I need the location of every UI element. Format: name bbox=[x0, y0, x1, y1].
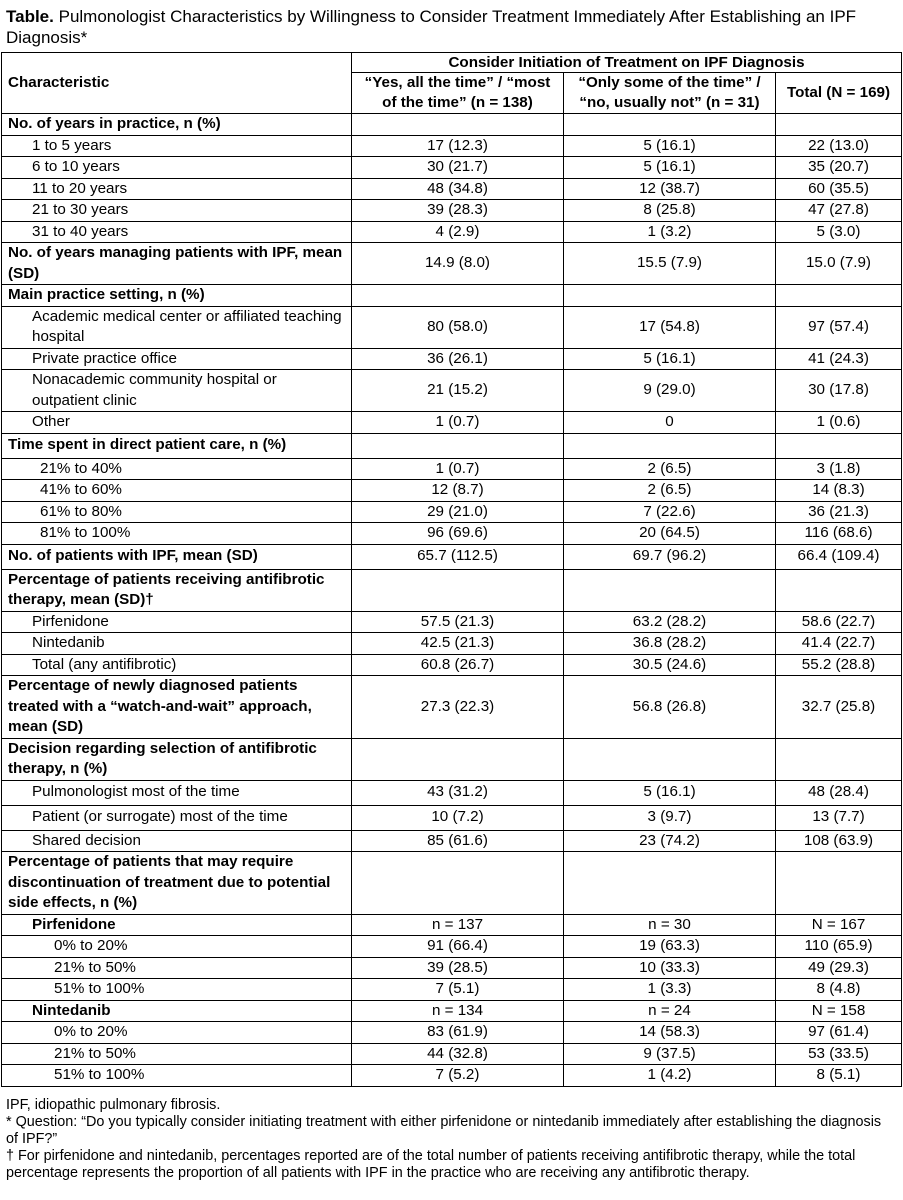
cell-total: 53 (33.5) bbox=[776, 1043, 902, 1065]
row-label: Percentage of newly diagnosed patients treated with a “watch-and-wait” approach, mean (SD) bbox=[2, 676, 352, 739]
cell-yes: 48 (34.8) bbox=[352, 178, 564, 200]
cell-total: N = 167 bbox=[776, 914, 902, 936]
cell-no: 2 (6.5) bbox=[564, 458, 776, 480]
table-row bbox=[2, 1000, 902, 1022]
cell-no: 9 (29.0) bbox=[564, 370, 776, 412]
cell-no: 5 (16.1) bbox=[564, 780, 776, 805]
cell-total: 97 (57.4) bbox=[776, 306, 902, 348]
cell-yes: 1 (0.7) bbox=[352, 412, 564, 434]
table-row bbox=[2, 370, 902, 412]
cell-no: n = 30 bbox=[564, 914, 776, 936]
header-row-group bbox=[2, 53, 902, 73]
header-col-no: “Only some of the time” / “no, usually not” (n = 31) bbox=[564, 73, 776, 114]
cell-total: 13 (7.7) bbox=[776, 805, 902, 830]
row-label: 21 to 30 years bbox=[2, 200, 352, 222]
row-label: 21% to 50% bbox=[2, 957, 352, 979]
cell-yes: 85 (61.6) bbox=[352, 830, 564, 852]
row-label: Percentage of patients that may require discontinuation of treatment due to potential side effects, n (%) bbox=[2, 852, 352, 915]
cell-total: 66.4 (109.4) bbox=[776, 544, 902, 569]
cell-no: 14 (58.3) bbox=[564, 1022, 776, 1044]
cell-no: 36.8 (28.2) bbox=[564, 633, 776, 655]
cell-yes: 17 (12.3) bbox=[352, 135, 564, 157]
table-row bbox=[2, 805, 902, 830]
footnote-abbrev: IPF, idiopathic pulmonary fibrosis. bbox=[6, 1097, 221, 1113]
table-caption bbox=[6, 6, 896, 48]
cell-total: 58.6 (22.7) bbox=[776, 611, 902, 633]
row-label: 31 to 40 years bbox=[2, 221, 352, 243]
row-label: Nintedanib bbox=[2, 1000, 352, 1022]
table-row bbox=[2, 306, 902, 348]
cell-yes: 4 (2.9) bbox=[352, 221, 564, 243]
cell-no: n = 24 bbox=[564, 1000, 776, 1022]
row-label: Pirfenidone bbox=[2, 914, 352, 936]
cell-total: 36 (21.3) bbox=[776, 501, 902, 523]
table-row bbox=[2, 852, 902, 915]
cell-no: 17 (54.8) bbox=[564, 306, 776, 348]
table-row bbox=[2, 243, 902, 285]
table-row bbox=[2, 914, 902, 936]
cell-total: 3 (1.8) bbox=[776, 458, 902, 480]
row-label: Private practice office bbox=[2, 348, 352, 370]
cell-yes: 27.3 (22.3) bbox=[352, 676, 564, 739]
cell-no: 1 (4.2) bbox=[564, 1065, 776, 1087]
cell-no: 63.2 (28.2) bbox=[564, 611, 776, 633]
cell-no: 7 (22.6) bbox=[564, 501, 776, 523]
cell-yes: n = 134 bbox=[352, 1000, 564, 1022]
table-row bbox=[2, 957, 902, 979]
row-label: Nonacademic community hospital or outpatient clinic bbox=[2, 370, 352, 412]
cell-total: 60 (35.5) bbox=[776, 178, 902, 200]
row-label: 6 to 10 years bbox=[2, 157, 352, 179]
header-col-yes: “Yes, all the time” / “most of the time” (n = 138) bbox=[352, 73, 564, 114]
cell-yes: 7 (5.1) bbox=[352, 979, 564, 1001]
cell-no: 1 (3.3) bbox=[564, 979, 776, 1001]
header-group: Consider Initiation of Treatment on IPF Diagnosis bbox=[352, 53, 902, 73]
caption-label: Table. bbox=[6, 7, 54, 26]
cell-total: 32.7 (25.8) bbox=[776, 676, 902, 739]
cell-total: 110 (65.9) bbox=[776, 936, 902, 958]
cell-no: 19 (63.3) bbox=[564, 936, 776, 958]
table-row bbox=[2, 285, 902, 307]
table-row bbox=[2, 676, 902, 739]
cell-no: 1 (3.2) bbox=[564, 221, 776, 243]
cell-total: 48 (28.4) bbox=[776, 780, 902, 805]
table-row bbox=[2, 412, 902, 434]
cell-total: 30 (17.8) bbox=[776, 370, 902, 412]
cell-no: 5 (16.1) bbox=[564, 348, 776, 370]
cell-total: 116 (68.6) bbox=[776, 523, 902, 545]
cell-no: 56.8 (26.8) bbox=[564, 676, 776, 739]
table-row bbox=[2, 501, 902, 523]
cell-yes: 21 (15.2) bbox=[352, 370, 564, 412]
cell-yes: 60.8 (26.7) bbox=[352, 654, 564, 676]
cell-total: 1 (0.6) bbox=[776, 412, 902, 434]
row-label: Patient (or surrogate) most of the time bbox=[2, 805, 352, 830]
row-label: 61% to 80% bbox=[2, 501, 352, 523]
footnote-dagger: † For pirfenidone and nintedanib, percentages reported are of the total number of patients receiving antifibrotic therapy, while the total percentage represents the proportion of all patients with IPF in the practice who are receiving any antifibrotic therapy. bbox=[6, 1148, 856, 1181]
table-row bbox=[2, 569, 902, 611]
row-label: Pirfenidone bbox=[2, 611, 352, 633]
footnotes bbox=[6, 1097, 896, 1182]
characteristics-table bbox=[1, 52, 902, 1087]
cell-yes: 29 (21.0) bbox=[352, 501, 564, 523]
row-label: 11 to 20 years bbox=[2, 178, 352, 200]
cell-no: 23 (74.2) bbox=[564, 830, 776, 852]
cell-no: 3 (9.7) bbox=[564, 805, 776, 830]
table-row bbox=[2, 1043, 902, 1065]
cell-yes: 12 (8.7) bbox=[352, 480, 564, 502]
table-row bbox=[2, 433, 902, 458]
row-label: 41% to 60% bbox=[2, 480, 352, 502]
row-label: Time spent in direct patient care, n (%) bbox=[2, 433, 352, 458]
table-row bbox=[2, 611, 902, 633]
cell-yes: 10 (7.2) bbox=[352, 805, 564, 830]
table-row bbox=[2, 480, 902, 502]
cell-yes: 7 (5.2) bbox=[352, 1065, 564, 1087]
cell-yes: 44 (32.8) bbox=[352, 1043, 564, 1065]
cell-yes: 39 (28.5) bbox=[352, 957, 564, 979]
cell-yes: 65.7 (112.5) bbox=[352, 544, 564, 569]
cell-total: 41.4 (22.7) bbox=[776, 633, 902, 655]
cell-yes: 91 (66.4) bbox=[352, 936, 564, 958]
row-label: Total (any antifibrotic) bbox=[2, 654, 352, 676]
cell-total: 55.2 (28.8) bbox=[776, 654, 902, 676]
row-label: 81% to 100% bbox=[2, 523, 352, 545]
cell-total: 15.0 (7.9) bbox=[776, 243, 902, 285]
row-label: No. of years managing patients with IPF, mean (SD) bbox=[2, 243, 352, 285]
header-characteristic: Characteristic bbox=[2, 53, 352, 114]
cell-no: 9 (37.5) bbox=[564, 1043, 776, 1065]
row-label: 21% to 50% bbox=[2, 1043, 352, 1065]
footnote-star: * Question: “Do you typically consider initiating treatment with either pirfenidone or nintedanib immediately after establishing the diagnosis of IPF?” bbox=[6, 1114, 882, 1147]
table-row bbox=[2, 348, 902, 370]
cell-yes: 57.5 (21.3) bbox=[352, 611, 564, 633]
table-row bbox=[2, 936, 902, 958]
table-row bbox=[2, 780, 902, 805]
cell-yes: 36 (26.1) bbox=[352, 348, 564, 370]
row-label: Percentage of patients receiving antifibrotic therapy, mean (SD)† bbox=[2, 569, 352, 611]
cell-yes: 14.9 (8.0) bbox=[352, 243, 564, 285]
cell-yes: 42.5 (21.3) bbox=[352, 633, 564, 655]
cell-no: 20 (64.5) bbox=[564, 523, 776, 545]
row-label: 0% to 20% bbox=[2, 1022, 352, 1044]
cell-yes: n = 137 bbox=[352, 914, 564, 936]
cell-yes: 30 (21.7) bbox=[352, 157, 564, 179]
table-row bbox=[2, 979, 902, 1001]
table-row bbox=[2, 633, 902, 655]
cell-no: 30.5 (24.6) bbox=[564, 654, 776, 676]
row-label: Academic medical center or affiliated teaching hospital bbox=[2, 306, 352, 348]
cell-total: 41 (24.3) bbox=[776, 348, 902, 370]
cell-no: 15.5 (7.9) bbox=[564, 243, 776, 285]
table-row bbox=[2, 544, 902, 569]
cell-yes: 80 (58.0) bbox=[352, 306, 564, 348]
cell-yes: 1 (0.7) bbox=[352, 458, 564, 480]
caption-text: Pulmonologist Characteristics by Willingness to Consider Treatment Immediately After Establishing an IPF Diagnosis* bbox=[6, 7, 857, 47]
header-col-total: Total (N = 169) bbox=[776, 73, 902, 114]
row-label: No. of patients with IPF, mean (SD) bbox=[2, 544, 352, 569]
cell-total: N = 158 bbox=[776, 1000, 902, 1022]
cell-no: 12 (38.7) bbox=[564, 178, 776, 200]
table-row bbox=[2, 157, 902, 179]
row-label: Other bbox=[2, 412, 352, 434]
table-row bbox=[2, 1065, 902, 1087]
row-label: No. of years in practice, n (%) bbox=[2, 114, 352, 136]
cell-total: 14 (8.3) bbox=[776, 480, 902, 502]
cell-yes: 83 (61.9) bbox=[352, 1022, 564, 1044]
table-row bbox=[2, 221, 902, 243]
table-row bbox=[2, 654, 902, 676]
table-row bbox=[2, 1022, 902, 1044]
table-row bbox=[2, 458, 902, 480]
row-label: Pulmonologist most of the time bbox=[2, 780, 352, 805]
row-label: 21% to 40% bbox=[2, 458, 352, 480]
table-row bbox=[2, 178, 902, 200]
row-label: 51% to 100% bbox=[2, 1065, 352, 1087]
cell-no: 2 (6.5) bbox=[564, 480, 776, 502]
cell-no: 10 (33.3) bbox=[564, 957, 776, 979]
row-label: Shared decision bbox=[2, 830, 352, 852]
table-row bbox=[2, 523, 902, 545]
cell-no: 5 (16.1) bbox=[564, 135, 776, 157]
cell-yes: 39 (28.3) bbox=[352, 200, 564, 222]
row-label: Nintedanib bbox=[2, 633, 352, 655]
table-row bbox=[2, 135, 902, 157]
table-row bbox=[2, 200, 902, 222]
cell-no: 8 (25.8) bbox=[564, 200, 776, 222]
cell-no: 69.7 (96.2) bbox=[564, 544, 776, 569]
cell-yes: 96 (69.6) bbox=[352, 523, 564, 545]
cell-total: 49 (29.3) bbox=[776, 957, 902, 979]
cell-total: 8 (4.8) bbox=[776, 979, 902, 1001]
cell-yes: 43 (31.2) bbox=[352, 780, 564, 805]
row-label: Main practice setting, n (%) bbox=[2, 285, 352, 307]
row-label: Decision regarding selection of antifibrotic therapy, n (%) bbox=[2, 738, 352, 780]
cell-total: 8 (5.1) bbox=[776, 1065, 902, 1087]
table-row bbox=[2, 114, 902, 136]
cell-total: 5 (3.0) bbox=[776, 221, 902, 243]
cell-no: 0 bbox=[564, 412, 776, 434]
row-label: 0% to 20% bbox=[2, 936, 352, 958]
cell-total: 35 (20.7) bbox=[776, 157, 902, 179]
cell-total: 47 (27.8) bbox=[776, 200, 902, 222]
cell-total: 22 (13.0) bbox=[776, 135, 902, 157]
cell-total: 108 (63.9) bbox=[776, 830, 902, 852]
cell-total: 97 (61.4) bbox=[776, 1022, 902, 1044]
cell-no: 5 (16.1) bbox=[564, 157, 776, 179]
row-label: 1 to 5 years bbox=[2, 135, 352, 157]
table-row bbox=[2, 830, 902, 852]
row-label: 51% to 100% bbox=[2, 979, 352, 1001]
table-row bbox=[2, 738, 902, 780]
